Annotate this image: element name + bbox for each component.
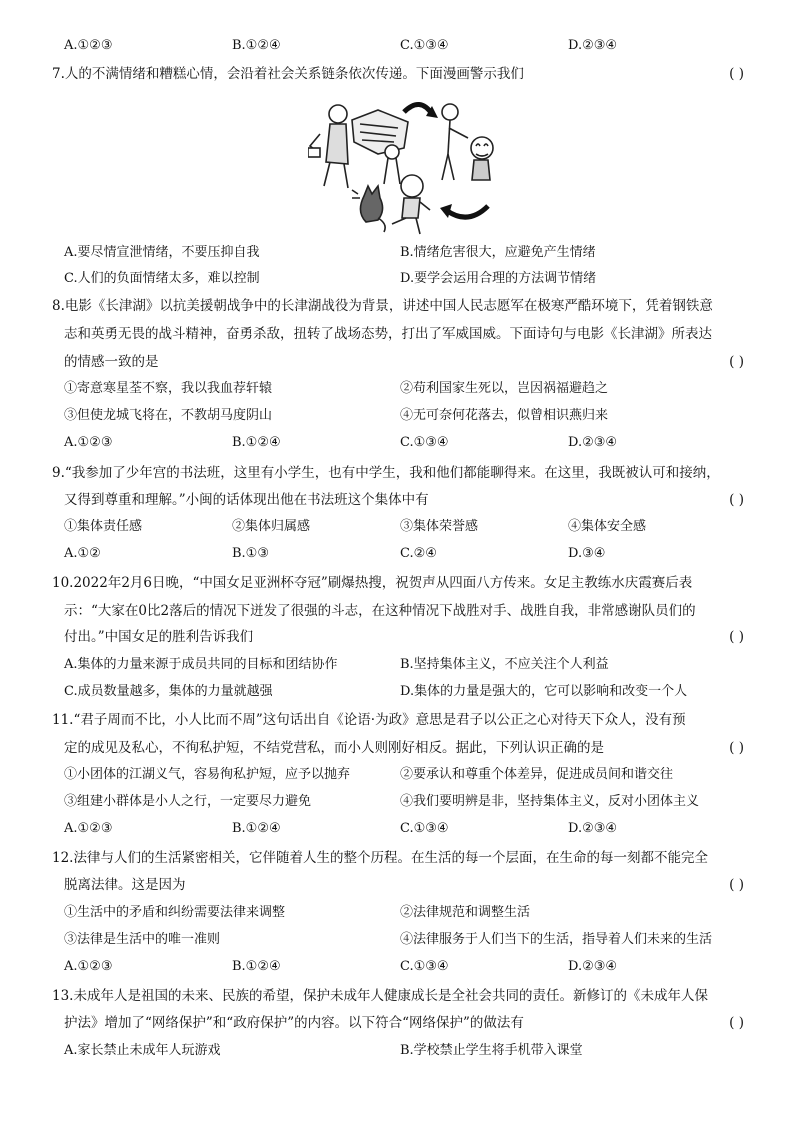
q12-item-3: ③法律是生活中的唯一准则 xyxy=(64,932,221,947)
q13-stem-line-1: 13.未成年人是祖国的未来、民族的希望，保护未成年人健康成长是全社会共同的责任。新修订的《未成年人保 xyxy=(52,988,708,1004)
q9-stem-line-1: 9.“我参加了少年宫的书法班，这里有小学生，也有中学生，我和他们都能聊得来。在这里，我既被认可和接纳， xyxy=(52,465,720,481)
kid-kicking-figure xyxy=(392,175,430,234)
cat-figure xyxy=(352,186,385,232)
q8-item-4: ④无可奈何花落去，似曾相识燕归来 xyxy=(400,408,609,423)
q11-option-a[interactable]: A.①②③ xyxy=(64,821,113,836)
q10-answer-paren: ( ) xyxy=(729,629,744,645)
q11-item-1: ①小团体的江湖义气，容易徇私护短，应予以抛弃 xyxy=(64,767,351,782)
emotion-chain-cartoon xyxy=(308,94,498,236)
q9-option-d[interactable]: D.③④ xyxy=(568,546,606,561)
q12-items-row-2 xyxy=(52,927,744,953)
q13-answer-paren: ( ) xyxy=(729,1015,744,1031)
q11-items-row-1 xyxy=(52,762,744,788)
q10-option-b[interactable]: B.坚持集体主义，不应关注个人利益 xyxy=(400,657,609,672)
q10-option-a[interactable]: A.集体的力量来源于成员共同的目标和团结协作 xyxy=(64,657,338,672)
q9-items-row xyxy=(52,514,744,540)
q12-option-a[interactable]: A.①②③ xyxy=(64,959,113,974)
q6-option-a[interactable]: A.①②③ xyxy=(64,38,113,53)
q7-option-a[interactable]: A.要尽情宣泄情绪，不要压抑自我 xyxy=(64,245,260,260)
q13-options-row-1 xyxy=(52,1038,744,1064)
q10-option-d[interactable]: D.集体的力量是强大的，它可以影响和改变一个人 xyxy=(400,684,688,699)
q9-item-2: ②集体归属感 xyxy=(232,519,311,534)
q10-stem-line-3: 付出。”中国女足的胜利告诉我们 ( ) xyxy=(64,624,744,650)
q6-options-row xyxy=(52,33,744,59)
q8-item-2: ②苟利国家生死以，岂因祸福避趋之 xyxy=(400,381,609,396)
q8-options-row xyxy=(52,430,744,456)
q12-stem-line-2: 脱离法律。这是因为 ( ) xyxy=(64,872,744,898)
q9-item-3: ③集体荣誉感 xyxy=(400,519,479,534)
q10-stem-line-2: 示：“大家在0比2落后的情况下迸发了很强的斗志，在这种情况下战胜对手、战胜自我，非常感谢队员们的 xyxy=(64,603,696,619)
q11-options-row xyxy=(52,816,744,842)
q8-stem-line-3: 的情感一致的是 ( ) xyxy=(64,349,744,375)
q11-option-c[interactable]: C.①③④ xyxy=(400,821,449,836)
q8-option-a[interactable]: A.①②③ xyxy=(64,435,113,450)
q6-option-c[interactable]: C.①③④ xyxy=(400,38,449,53)
q6-option-b[interactable]: B.①②④ xyxy=(232,38,281,53)
q12-option-b[interactable]: B.①②④ xyxy=(232,959,281,974)
q7-option-d[interactable]: D.要学会运用合理的方法调节情绪 xyxy=(400,271,597,286)
q8-option-d[interactable]: D.②③④ xyxy=(568,435,618,450)
q12-item-2: ②法律规范和调整生活 xyxy=(400,905,531,920)
q12-stem-line-1: 12.法律与人们的生活紧密相关，它伴随着人生的整个历程。在生活的每一个层面，在生命的每一刻都不能完全 xyxy=(52,850,708,866)
q6-option-d[interactable]: D.②③④ xyxy=(568,38,618,53)
q9-option-c[interactable]: C.②④ xyxy=(400,546,437,561)
q13-option-a[interactable]: A.家长禁止未成年人玩游戏 xyxy=(64,1043,221,1058)
q7-option-b[interactable]: B.情绪危害很大，应避免产生情绪 xyxy=(400,245,596,260)
q10-stem-line-1: 10.2022年2月6日晚，“中国女足亚洲杯夺冠”刷爆热搜，祝贺声从四面八方传来。女足主教练水庆霞赛后表 xyxy=(52,575,693,591)
q7-option-c[interactable]: C.人们的负面情绪太多，难以控制 xyxy=(64,271,260,286)
q7-options-row-1 xyxy=(52,240,744,266)
q8-item-1: ①寄意寒星荃不察，我以我血荐轩辕 xyxy=(64,381,273,396)
q12-item-1: ①生活中的矛盾和纠纷需要法律来调整 xyxy=(64,905,286,920)
q8-option-c[interactable]: C.①③④ xyxy=(400,435,449,450)
q11-answer-paren: ( ) xyxy=(729,740,744,756)
q11-items-row-2 xyxy=(52,789,744,815)
q8-stem-line-2: 志和英勇无畏的战斗精神，奋勇杀敌，扭转了战场态势，打出了军威国威。下面诗句与电影《长津湖》所表达 xyxy=(64,326,712,342)
q11-stem-line-1: 11.“君子周而不比，小人比而不周”这句话出自《论语·为政》意思是君子以公正之心对待天下众人，没有预 xyxy=(52,712,686,728)
q10-options-row-2 xyxy=(52,679,744,705)
q12-option-c[interactable]: C.①③④ xyxy=(400,959,449,974)
q12-options-row xyxy=(52,954,744,980)
q13-option-b[interactable]: B.学校禁止学生将手机带入课堂 xyxy=(400,1043,583,1058)
q7-answer-paren: ( ) xyxy=(729,66,744,82)
q8-stem-line-1: 8.电影《长津湖》以抗美援朝战争中的长津湖战役为背景，讲述中国人民志愿军在极寒严酷环境下，凭着钢铁意 xyxy=(52,298,713,314)
q10-option-c[interactable]: C.成员数量越多，集体的力量就越强 xyxy=(64,684,273,699)
q13-stem-line-2: 护法》增加了“网络保护”和“政府保护”的内容。以下符合“网络保护”的做法有 ( ) xyxy=(64,1010,744,1036)
father-figure xyxy=(442,104,468,180)
q11-option-d[interactable]: D.②③④ xyxy=(568,821,618,836)
q12-option-d[interactable]: D.②③④ xyxy=(568,959,618,974)
q9-option-a[interactable]: A.①② xyxy=(64,546,101,561)
q11-item-4: ④我们要明辨是非，坚持集体主义，反对小团体主义 xyxy=(400,794,700,809)
q8-items-row-2 xyxy=(52,403,744,429)
q7-options-row-2 xyxy=(52,266,744,292)
q9-item-4: ④集体安全感 xyxy=(568,519,647,534)
arrow-left-icon xyxy=(446,206,488,217)
arrow-right-icon xyxy=(404,104,432,114)
q10-options-row-1 xyxy=(52,652,744,678)
q11-stem-line-2: 定的成见及私心，不徇私护短，不结党营私，而小人则刚好相反。据此，下列认识正确的是 ( ) xyxy=(64,735,744,761)
crying-child-figure xyxy=(471,137,493,180)
q7-stem: 7.人的不满情绪和糟糕心情，会沿着社会关系链条依次传递。下面漫画警示我们 ( ) xyxy=(52,61,744,87)
q12-items-row-1 xyxy=(52,900,744,926)
q8-answer-paren: ( ) xyxy=(729,354,744,370)
q8-item-3: ③但使龙城飞将在，不教胡马度阴山 xyxy=(64,408,273,423)
q11-option-b[interactable]: B.①②④ xyxy=(232,821,281,836)
q12-answer-paren: ( ) xyxy=(729,877,744,893)
q9-option-b[interactable]: B.①③ xyxy=(232,546,269,561)
q8-items-row-1 xyxy=(52,376,744,402)
q12-item-4: ④法律服务于人们当下的生活，指导着人们未来的生活 xyxy=(400,932,713,947)
q9-options-row xyxy=(52,541,744,567)
q11-item-3: ③组建小群体是小人之行，一定要尽力避免 xyxy=(64,794,312,809)
q9-stem-line-2: 又得到尊重和理解。”小闽的话体现出他在书法班这个集体中有 ( ) xyxy=(64,487,744,513)
q9-item-1: ①集体责任感 xyxy=(64,519,143,534)
angry-boss-figure xyxy=(308,105,408,188)
q11-item-2: ②要承认和尊重个体差异，促进成员间和谐交往 xyxy=(400,767,674,782)
q9-answer-paren: ( ) xyxy=(729,492,744,508)
q8-option-b[interactable]: B.①②④ xyxy=(232,435,281,450)
